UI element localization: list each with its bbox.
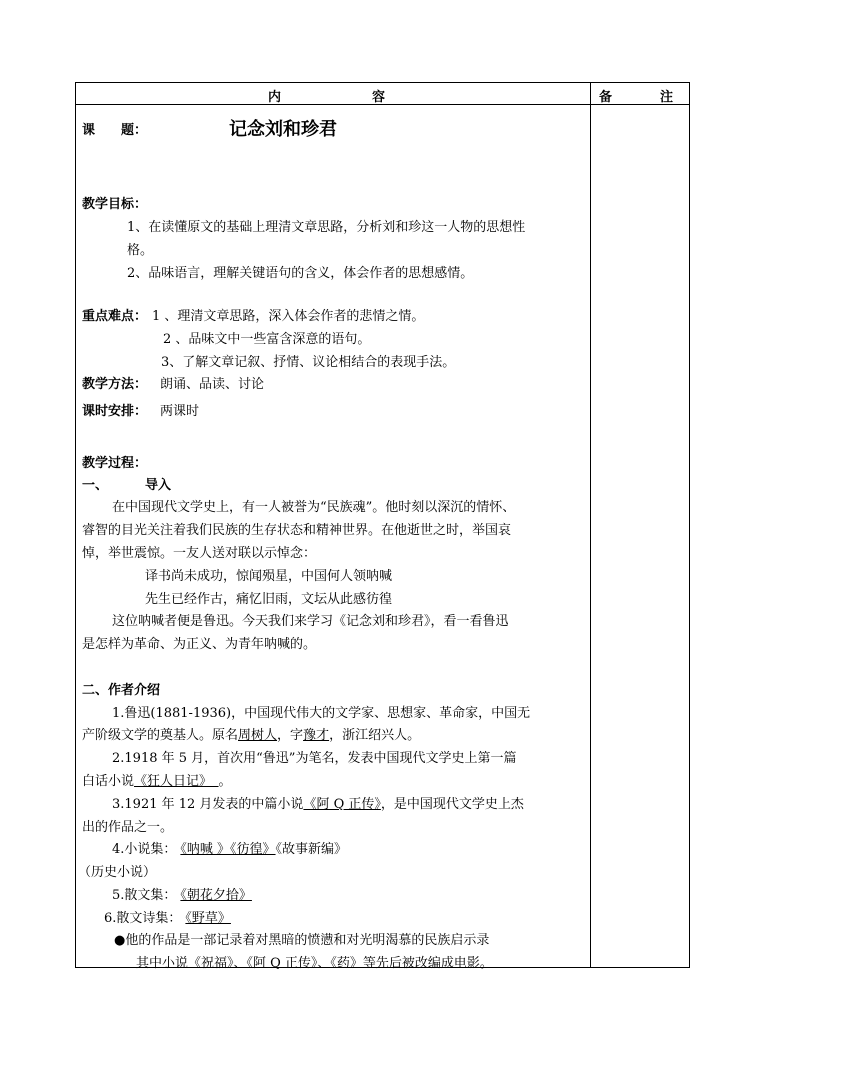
author-item-1-line-2: 产阶级文学的奠基人。原名周树人，字豫才，浙江绍兴人。	[82, 728, 421, 743]
objective-1-line-2: 格。	[127, 243, 154, 258]
author-item-3-line-2: 出的作品之一。	[82, 820, 174, 835]
objective-1-line-1: 1、在读懂原文的基础上理清文章思路，分析刘和珍这一人物的思想性	[127, 220, 526, 235]
intro-label: 导入	[145, 478, 172, 493]
intro-paragraph-line-1: 在中国现代文学史上，有一人被誉为“民族魂”。他时刻以深沉的情怀、	[112, 500, 516, 515]
header-remarks-char-2: 注	[660, 90, 674, 105]
author-item-2-line-1: 2.1918 年 5 月，首次用“鲁迅”为笔名，发表中国现代文学史上第一篇	[112, 751, 517, 766]
work-ah-q: 《阿 Q 正传》	[303, 797, 381, 812]
couplet-line-2: 先生已经作古，痛忆旧雨，文坛从此感彷徨	[145, 592, 393, 607]
work-madman-diary: 《狂人日记》	[134, 774, 219, 789]
courtesy-name: 豫才	[303, 728, 330, 743]
focus-label: 重点难点：	[82, 309, 148, 324]
prose-poem-collection: 《野草》	[185, 911, 231, 926]
objectives-label: 教学目标：	[82, 197, 148, 212]
intro-paragraph-line-4: 这位呐喊者便是鲁迅。今天我们来学习《记念刘和珍君》，看一看鲁迅	[112, 614, 509, 629]
method: 朗诵、品读、讨论	[160, 377, 265, 392]
intro-paragraph-line-3: 悼，举世震惊。一友人送对联以示悼念：	[82, 546, 317, 561]
hours: 两课时	[160, 404, 200, 419]
process-label: 教学过程：	[82, 456, 148, 471]
objective-2: 2、品味语言，理解关键语句的含义，体会作者的思想感情。	[127, 266, 474, 281]
focus-2: 2 、品味文中一些富含深意的语句。	[163, 332, 371, 347]
title-label: 课 题：	[82, 123, 148, 138]
focus-1: 1 、理清文章思路，深入体会作者的悲情之情。	[152, 309, 425, 324]
header-content-char-2: 容	[372, 90, 386, 105]
essay-collection: 《朝花夕拾》	[180, 888, 252, 903]
couplet-line-1: 译书尚未成功，惊闻殒星，中国何人领呐喊	[145, 569, 393, 584]
column-divider	[590, 83, 591, 967]
author-item-3-line-1: 3.1921 年 12 月发表的中篇小说《阿 Q 正传》，是中国现代文学史上杰	[112, 797, 524, 812]
author-item-4-note: （历史小说）	[78, 865, 157, 880]
author-item-1-line-1: 1.鲁迅(1881-1936)，中国现代伟大的文学家、思想家、革命家，中国无	[112, 706, 531, 721]
header-remarks-char-1: 备	[599, 90, 613, 105]
author-item-4: 4.小说集： 《呐喊 》《彷徨》《故事新编》	[112, 842, 348, 857]
lesson-title: 记念刘和珍君	[229, 119, 337, 140]
film-adaptations: 其中小说《祝福》、《阿 Q 正传》、《药》等先后被改编成电影。	[136, 956, 493, 971]
focus-3: 3、了解文章记叙、抒情、议论相结合的表现手法。	[161, 355, 456, 370]
author-item-5: 5.散文集： 《朝花夕拾》	[112, 888, 252, 903]
author-item-2-line-2: 白话小说《狂人日记》 。	[82, 774, 232, 789]
intro-paragraph-line-5: 是怎样为革命、为正义、为青年呐喊的。	[82, 637, 317, 652]
intro-number: 一、	[82, 478, 109, 493]
author-section-heading: 二、作者介绍	[82, 683, 161, 698]
header-content-char-1: 内	[268, 90, 282, 105]
method-label: 教学方法：	[82, 377, 148, 392]
author-item-6: 6.散文诗集： 《野草》	[104, 911, 231, 926]
hours-label: 课时安排：	[82, 404, 148, 419]
original-name: 周树人	[238, 728, 278, 743]
intro-paragraph-line-2: 睿智的目光关注着我们民族的生存状态和精神世界。在他逝世之时，举国哀	[82, 523, 512, 538]
bullet-note: ●他的作品是一部记录着对黑暗的愤懑和对光明渴慕的民族启示录	[114, 933, 490, 948]
novel-collections: 《呐喊 》《彷徨》	[180, 842, 276, 857]
